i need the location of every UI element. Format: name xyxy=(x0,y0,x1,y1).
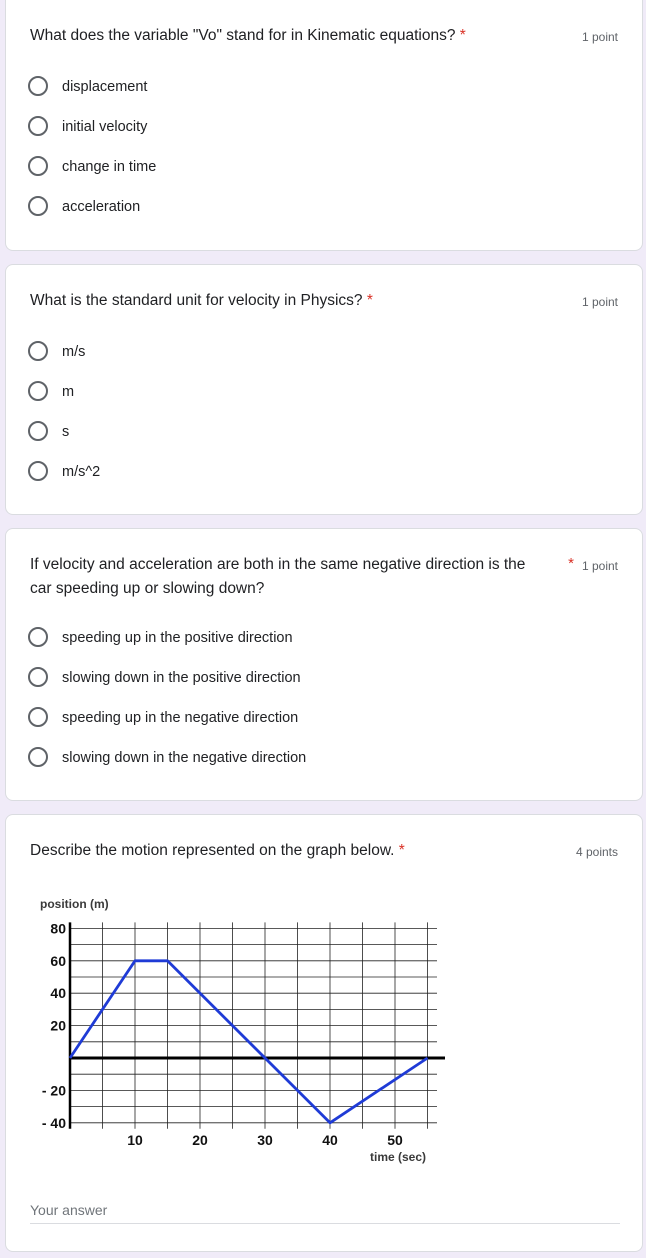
option-label: speeding up in the positive direction xyxy=(62,630,293,646)
option-label: change in time xyxy=(62,159,157,175)
question-card-4 xyxy=(5,814,643,1252)
y-tick-label: 80 xyxy=(50,920,66,937)
option-m-per-s[interactable] xyxy=(28,341,588,365)
radio-button[interactable] xyxy=(28,196,48,216)
question-card-2 xyxy=(5,264,643,515)
position-time-graph xyxy=(6,815,642,1185)
option-m[interactable] xyxy=(28,381,588,405)
radio-button[interactable] xyxy=(28,707,48,727)
required-asterisk: * xyxy=(366,292,373,309)
y-tick-label: - 20 xyxy=(41,1082,66,1099)
required-asterisk: * xyxy=(398,842,405,859)
radio-button[interactable] xyxy=(28,627,48,647)
y-tick-label: 60 xyxy=(50,952,66,969)
radio-button[interactable] xyxy=(28,461,48,481)
option-label: slowing down in the negative direction xyxy=(62,750,307,766)
radio-button[interactable] xyxy=(28,341,48,361)
radio-button[interactable] xyxy=(28,76,48,96)
option-acceleration[interactable] xyxy=(28,196,588,220)
required-asterisk: * xyxy=(568,555,574,572)
x-tick-label: 30 xyxy=(257,1131,273,1148)
y-tick-label: 20 xyxy=(50,1017,66,1034)
question-title xyxy=(30,289,373,313)
radio-button[interactable] xyxy=(28,116,48,136)
option-slowing-down-negative[interactable] xyxy=(28,747,588,771)
option-change-in-time[interactable] xyxy=(28,156,588,180)
x-tick-label: 50 xyxy=(387,1131,403,1148)
question-text: What does the variable "Vo" stand for in Kinematic equations? xyxy=(30,27,456,44)
question-text-line-1: If velocity and acceleration are both in the same negative direction is the xyxy=(30,556,526,573)
question-text-line-2: car speeding up or slowing down? xyxy=(30,580,265,597)
x-tick-label: 10 xyxy=(127,1131,143,1148)
option-label: s xyxy=(62,424,70,440)
x-tick-label: 20 xyxy=(192,1131,208,1148)
option-label: m/s xyxy=(62,344,86,360)
question-card-3 xyxy=(5,528,643,801)
y-tick-label: 40 xyxy=(50,985,66,1002)
option-label: m xyxy=(62,384,75,400)
question-points: 1 point xyxy=(581,30,618,44)
question-card-1 xyxy=(5,0,643,251)
required-asterisk: * xyxy=(459,27,466,44)
option-speeding-up-positive[interactable] xyxy=(28,627,588,651)
option-label: slowing down in the positive direction xyxy=(62,670,301,686)
option-speeding-up-negative[interactable] xyxy=(28,707,588,731)
question-points: 4 points xyxy=(575,845,618,859)
question-title xyxy=(30,24,466,48)
question-title xyxy=(30,553,550,601)
radio-button[interactable] xyxy=(28,421,48,441)
x-axis-label: time (sec) xyxy=(370,1150,427,1164)
question-text: Describe the motion represented on the graph below. xyxy=(30,842,395,859)
question-text: What is the standard unit for velocity in Physics? xyxy=(30,292,363,309)
option-displacement[interactable] xyxy=(28,76,588,100)
answer-input[interactable] xyxy=(30,1197,620,1224)
option-initial-velocity[interactable] xyxy=(28,116,588,140)
option-label: speeding up in the negative direction xyxy=(62,710,299,726)
radio-button[interactable] xyxy=(28,747,48,767)
x-tick-label: 40 xyxy=(322,1131,338,1148)
option-label: displacement xyxy=(62,79,148,95)
option-slowing-down-positive[interactable] xyxy=(28,667,588,691)
radio-button[interactable] xyxy=(28,667,48,687)
question-points: 1 point xyxy=(581,559,618,573)
question-points: 1 point xyxy=(581,295,618,309)
radio-button[interactable] xyxy=(28,156,48,176)
option-label: m/s^2 xyxy=(62,464,101,480)
option-s[interactable] xyxy=(28,421,588,445)
y-axis-label: position (m) xyxy=(40,897,109,911)
option-label: acceleration xyxy=(62,199,141,215)
option-m-per-s-squared[interactable] xyxy=(28,461,588,485)
y-tick-label: - 40 xyxy=(41,1114,66,1131)
radio-button[interactable] xyxy=(28,381,48,401)
option-label: initial velocity xyxy=(62,119,148,135)
